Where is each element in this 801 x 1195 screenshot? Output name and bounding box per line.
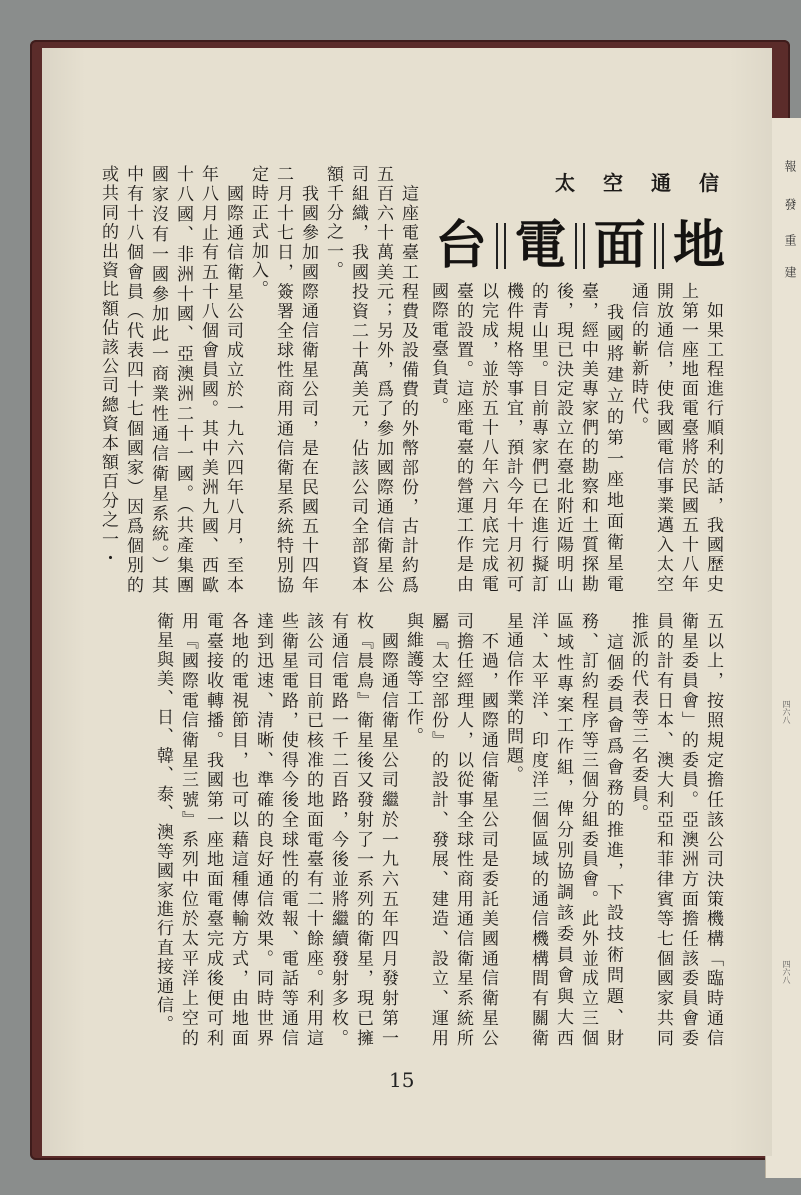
series-heading: 太空通信 [555,171,747,195]
title-separator [575,223,585,269]
article-title [435,215,725,277]
title-char: 台 [435,215,488,276]
title-separator [654,223,664,269]
body-text-upper-right: 如果工程進行順利的話，我國歷史上第一座地面電臺將於民國五十八年開放通信，使我國電信事業邁入太空通信的嶄新時代。 我國將建立的第一座地面衛星電臺，經中美專家們的勘察和土質探勘後，現已決定設立在臺北附近陽明山的青山里。目前專家們已在進行擬訂機件規格等事宜，預計今年十月初可以完成，並於五十八年六月底完成電臺的設置。這座電臺的營運工作是由國際電臺負責。 [428,282,723,594]
title-char: 電 [514,215,567,276]
adjacent-page-mark: 四六八 [782,960,791,984]
page-number: 15 [389,1068,415,1092]
title-separator [496,223,506,269]
title-char: 地 [672,215,725,276]
adjacent-page-char: 重 [783,234,797,246]
body-text-upper-left: 這座電臺工程費及設備費的外幣部份，古計約爲五百六十萬美元；另外，爲了參加國際通信衛星公司組織，我國投資二十萬美元，佔該公司全部資本額千分之一。 我國參加國際通信衛星公司，是在民國五十四年二月十七日，簽署全球性商用通信衛星系統特別協定時正式加入。 國際通信衛星公司成立於一九六四年八月，至本年八月止有五十八個會員國。其中美洲九國、西歐十八國、非洲十國、亞澳洲二十一國。（共產集團國家沒有一國參加此一商業性通信衛星系統。）其中有十八個會員（代表四十七個國家）因爲個別的或共同的出資比額佔該公司總資本額百分之一・ [98,165,418,595]
title-char: 面 [593,215,646,276]
body-text-lower: 五以上，按照規定擔任該公司決策機構「臨時通信衛星委員會」的委員。亞澳洲方面擔任該委員會委員的計有日本、澳大利亞和菲律賓等七個國家共同推派的代表等三名委員。 這個委員會爲會務的推進，下設技術問題、財務、訂約程序等三個分組委員會。此外並成立三個區域性專案工作組，俾分別協調該委員會與大西洋、太平洋、印度洋三個區域的通信機構間有關衛星通信作業的問題。 不過，國際通信衛星公司是委託美國通信衛星公司擔任經理人，以從事全球性商用通信衛星系統所屬『太空部份』的設計、發展、建造、設立、運用與維護等工作。 國際通信衛星公司繼於一九六五年四月發射第一枚『晨鳥』衛星後又發射了一系列的衛星，現已擁有通信電路一千二百路，今後並將繼續發射多枚。該公司目前已核准的地面電臺有二十餘座。利用這些衛星電路，使得今後全球性的電報、電話等通信達到迅速、清晰、準確的良好通信效果。同時世界各地的電視節目，也可以藉這種傳輸方式，由地面電臺接收轉播。我國第一座地面電臺完成後便可利用『國際電信衛星三號』系列中位於太平洋上空的衛星與美、日、韓、泰、澳等國家進行直接通信。 [153,612,723,1048]
adjacent-page-char: 發 [783,198,797,210]
adjacent-page-mark: 四六八 [782,700,791,724]
adjacent-page-char: 報 [783,160,797,172]
adjacent-page-char: 建 [783,266,797,278]
